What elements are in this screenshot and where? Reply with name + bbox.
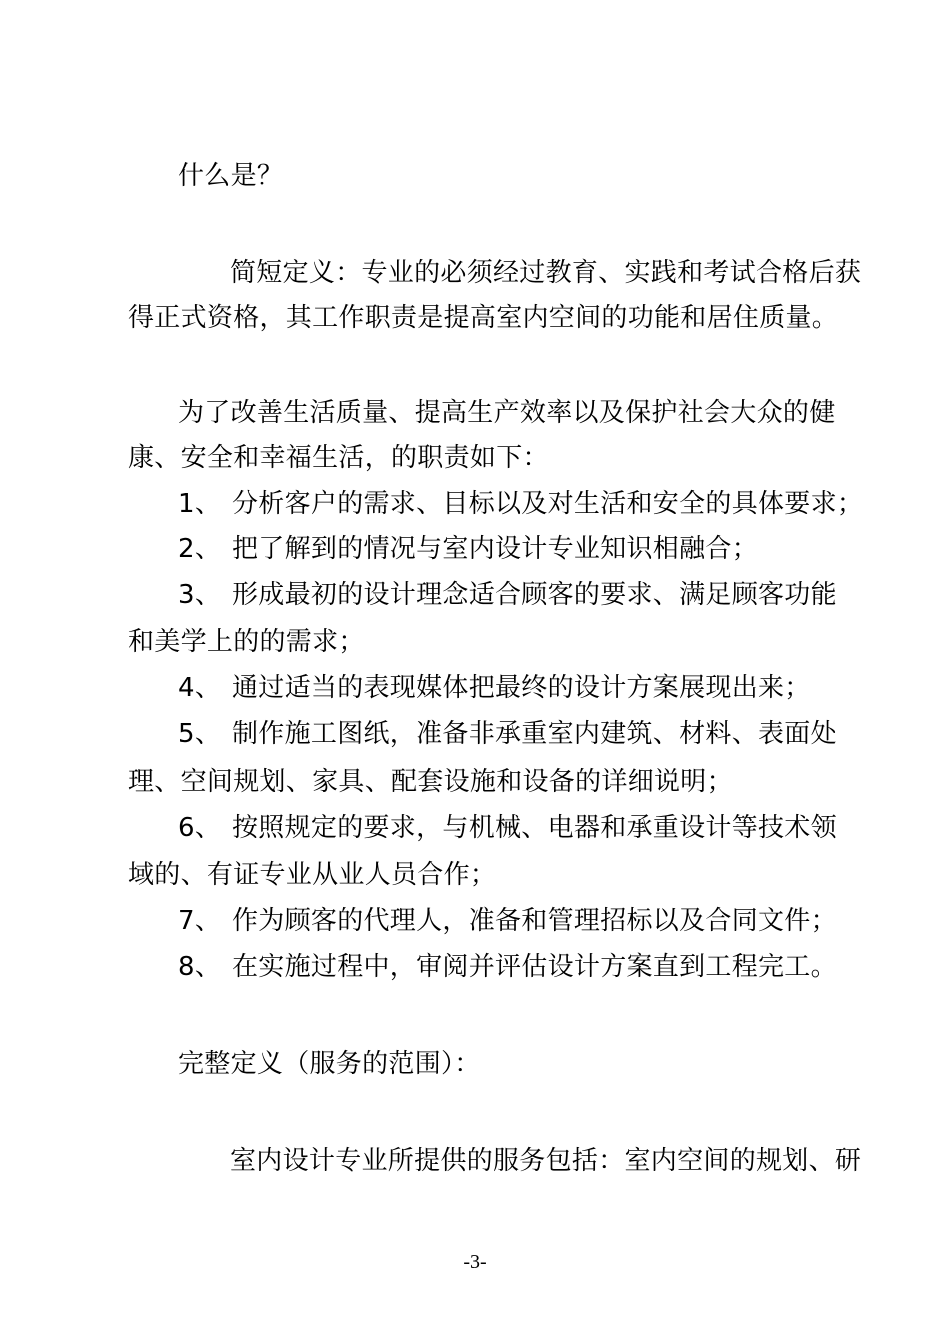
- duty-number: 5、: [178, 719, 222, 749]
- duties-intro-line-2: 康、安全和幸福生活，的职责如下：: [128, 443, 549, 473]
- duty-item-8: [178, 949, 837, 985]
- duty-number: 1、: [178, 489, 222, 519]
- page-number: -3-: [463, 1251, 487, 1273]
- duty-text: 作为顾客的代理人，准备和管理招标以及合同文件；: [232, 906, 837, 936]
- duty-text: 在实施过程中，审阅并评估设计方案直到工程完工。: [232, 952, 837, 982]
- duty-text: 通过适当的表现媒体把最终的设计方案展现出来；: [232, 673, 811, 703]
- duty-item-7: [178, 903, 837, 939]
- duty-item-4: [178, 670, 811, 706]
- duty-item-6: [178, 810, 837, 846]
- short-definition-line-1: 简短定义：专业的必须经过教育、实践和考试合格后获: [230, 258, 862, 288]
- duty-number: 4、: [178, 673, 222, 703]
- duty-text: 按照规定的要求，与机械、电器和承重设计等技术领: [232, 813, 837, 843]
- duty-text: 分析客户的需求、目标以及对生活和安全的具体要求；: [232, 489, 864, 519]
- duty-number: 8、: [178, 952, 222, 982]
- duty-text: 形成最初的设计理念适合顾客的要求、满足顾客功能: [232, 580, 837, 610]
- services-text: 室内设计专业所提供的服务包括：室内空间的规划、研: [230, 1146, 862, 1176]
- duty-number: 6、: [178, 813, 222, 843]
- heading-question: 什么是？: [178, 161, 284, 191]
- duty-item-1: [178, 486, 863, 522]
- duty-number: 7、: [178, 906, 222, 936]
- duty-item-3: [178, 577, 837, 613]
- full-definition-heading: 完整定义（服务的范围）：: [178, 1049, 481, 1079]
- duty-item-5-continuation: 理、空间规划、家具、配套设施和设备的详细说明；: [128, 767, 733, 797]
- duty-text: 把了解到的情况与室内设计专业知识相融合；: [232, 534, 759, 564]
- duty-item-6-continuation: 域的、有证专业从业人员合作；: [128, 860, 497, 890]
- duties-intro-line-1: 为了改善生活质量、提高生产效率以及保护社会大众的健: [178, 398, 836, 428]
- short-definition-line-2: 得正式资格，其工作职责是提高室内空间的功能和居住质量。: [128, 303, 839, 333]
- duty-number: 3、: [178, 580, 222, 610]
- duty-item-3-continuation: 和美学上的的需求；: [128, 627, 365, 657]
- duty-item-5: [178, 716, 837, 752]
- duty-item-2: [178, 531, 758, 567]
- duty-text: 制作施工图纸，准备非承重室内建筑、材料、表面处: [232, 719, 837, 749]
- duty-number: 2、: [178, 534, 222, 564]
